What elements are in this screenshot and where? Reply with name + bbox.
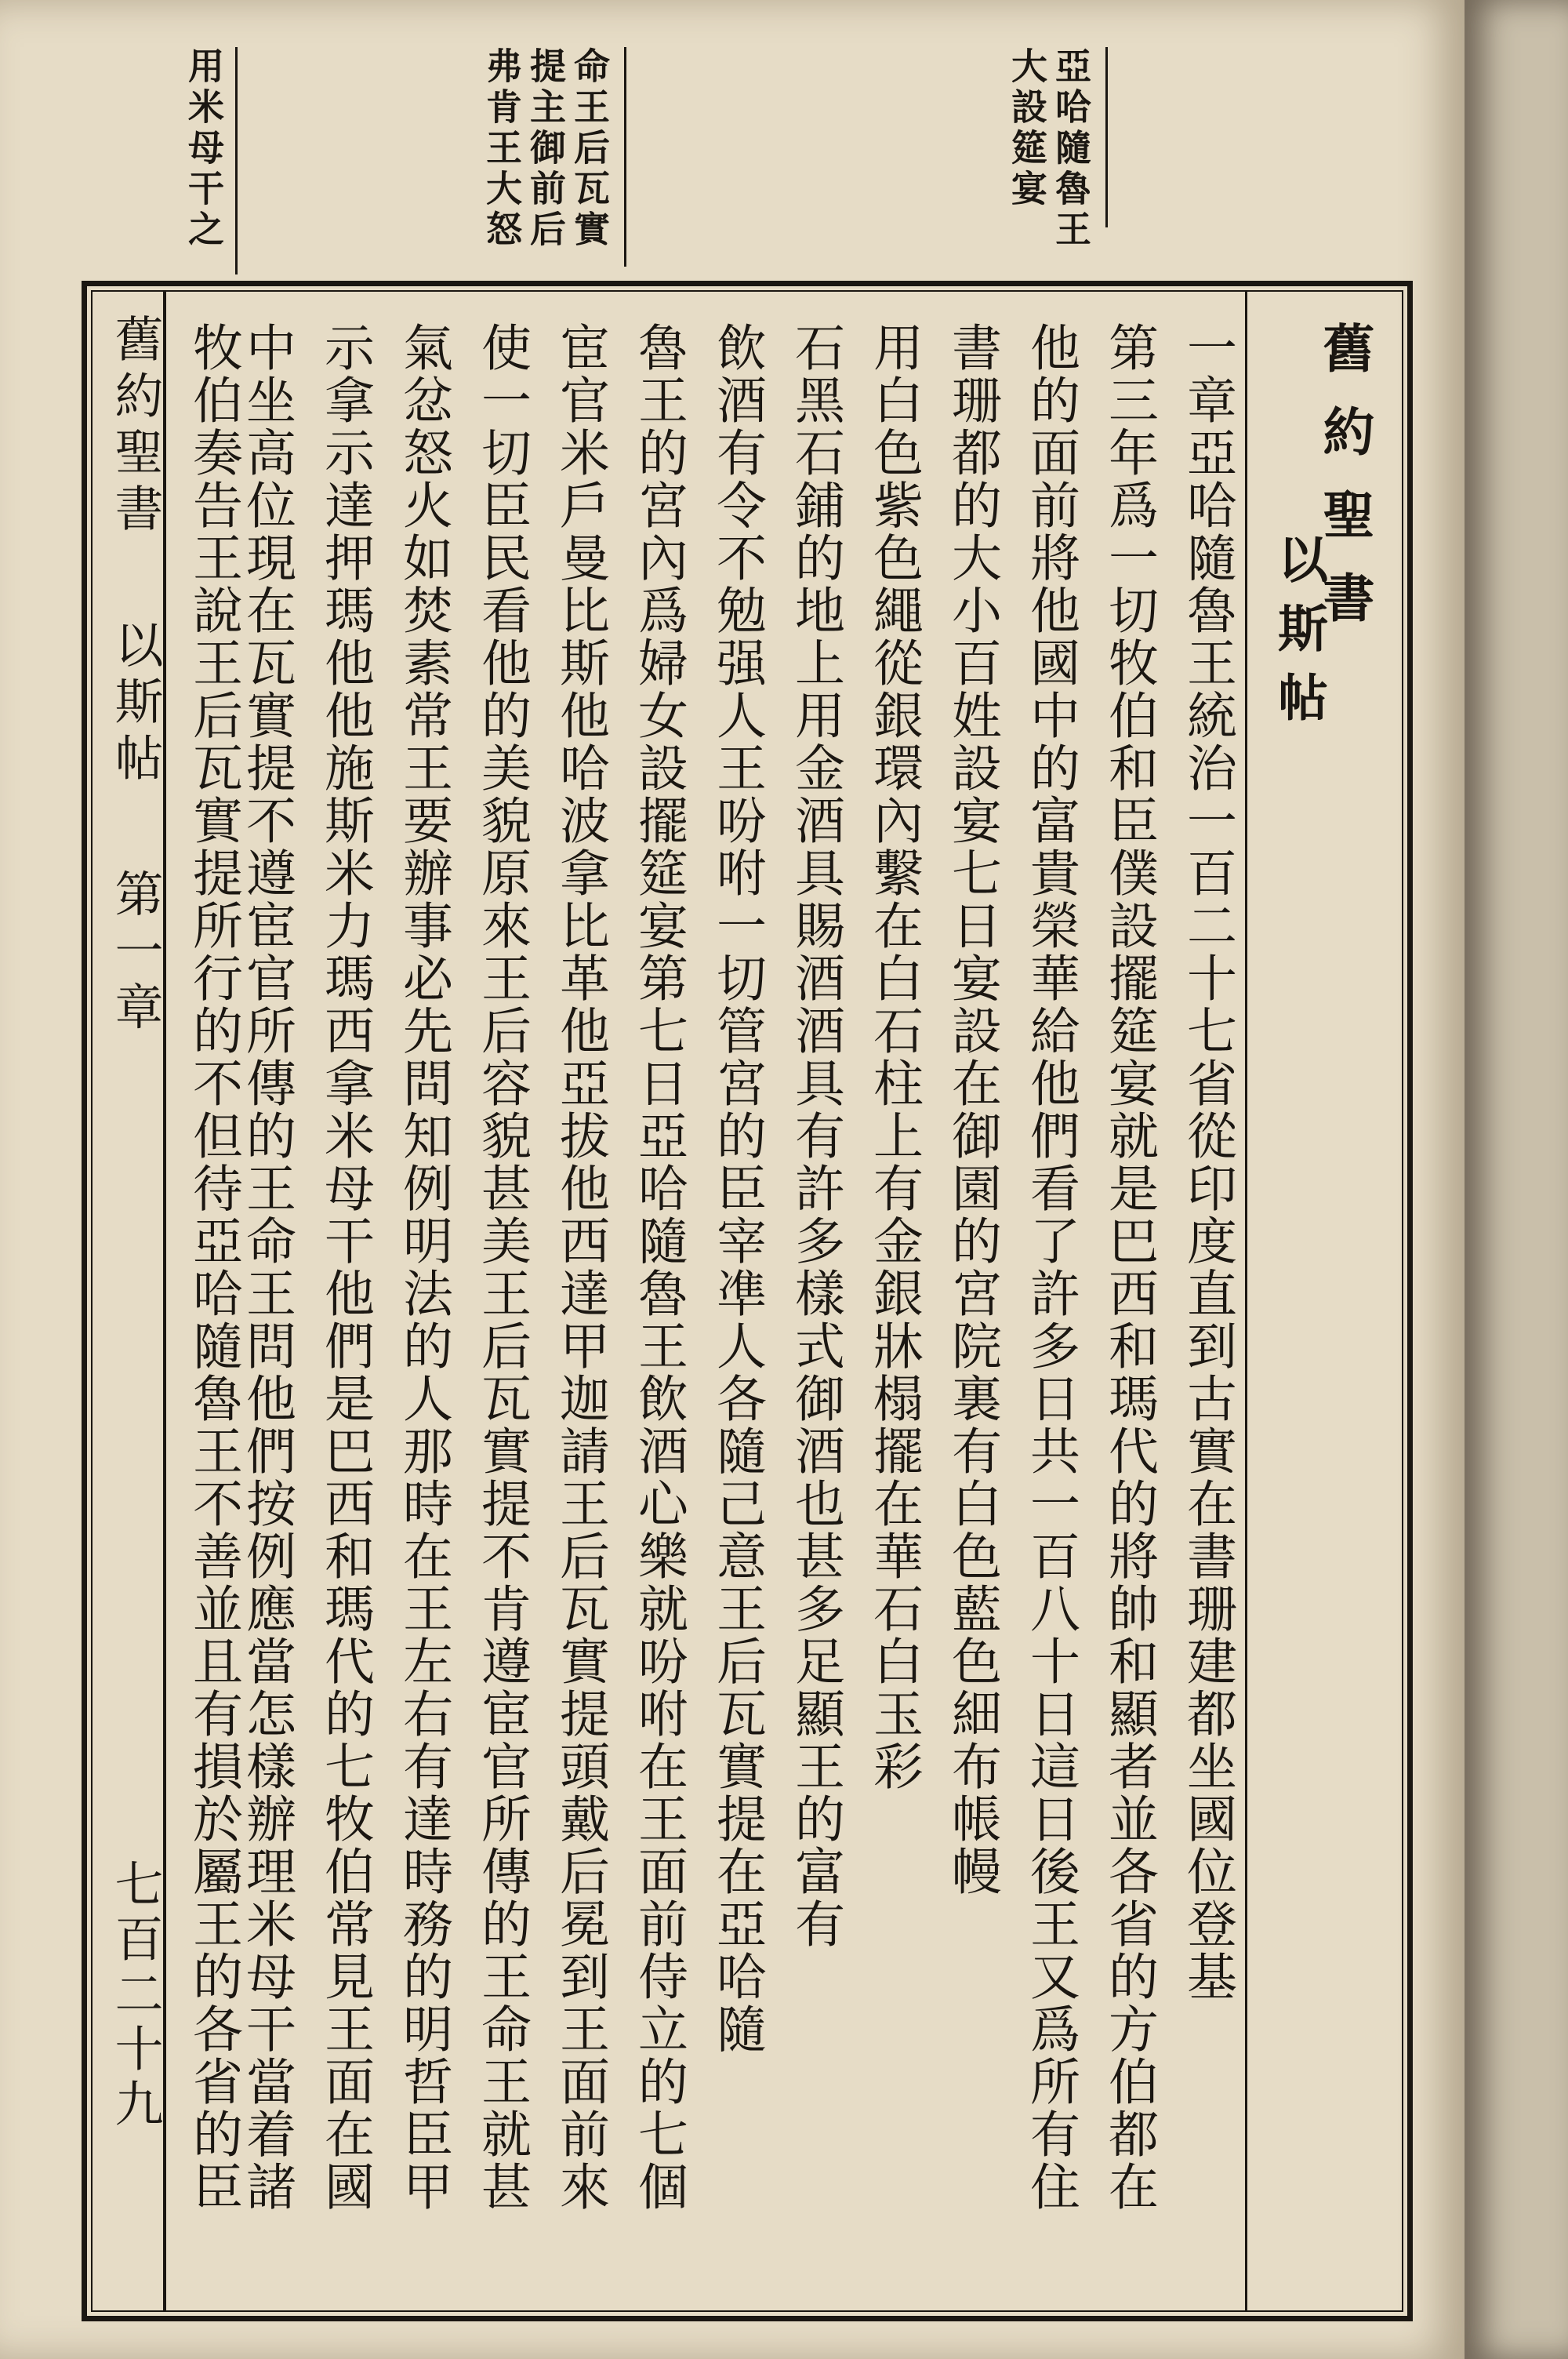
marginal-note-line: 用米母干之 bbox=[183, 47, 225, 251]
text-column: 中坐高位現在瓦實提不遵宦官所傳的王命王問他們按例應當怎樣辦理米母干當着諸 bbox=[238, 322, 296, 2213]
note-rule bbox=[235, 47, 238, 274]
footer-running-head bbox=[100, 314, 170, 1038]
page-number: 七百二十九 bbox=[107, 1859, 164, 2133]
text-column: 示拿示達押瑪他他施斯米力瑪西拿米母干他們是巴西和瑪代的七牧伯常見王面在國 bbox=[316, 322, 374, 2213]
adjacent-page-edge bbox=[1465, 0, 1568, 2359]
text-column: 使一切臣民看他的美貌原來王后容貌甚美王后瓦實提不肯遵宦官所傳的王命王就甚 bbox=[473, 322, 531, 2213]
marginal-note-3 bbox=[182, 47, 226, 251]
footer-book-title: 舊約聖書 bbox=[107, 314, 164, 540]
text-column: 飲酒有令不勉强人王吩咐一切管宮的臣宰凖人各隨己意王后瓦實提在亞哈隨 bbox=[708, 322, 766, 2055]
text-column: 書珊都的大小百姓設宴七日宴設在御園的宮院裏有白色藍色細布帳幔 bbox=[943, 322, 1001, 1898]
marginal-note-line: 大設筵宴 bbox=[1006, 47, 1048, 210]
note-rule bbox=[624, 47, 626, 267]
marginal-note-1 bbox=[1005, 47, 1093, 251]
text-column: 氣忿怒火如焚素常王要辦事必先問知例明法的人那時在王左右有達時務的明哲臣甲 bbox=[394, 322, 452, 2213]
text-column: 一章亞哈隨魯王統治一百二十七省從印度直到古實在書珊建都坐國位登基 bbox=[1178, 322, 1236, 2003]
footer-section: 以斯帖 bbox=[107, 619, 164, 789]
section-title: 以斯帖 bbox=[1269, 533, 1328, 740]
marginal-note-line: 亞哈隨魯王 bbox=[1050, 47, 1092, 251]
text-column: 宦官米戶曼比斯他哈波拿比革他亞拔他西達甲迦請王后瓦實提頭戴后冕到王面前來 bbox=[551, 322, 609, 2213]
marginal-note-2 bbox=[480, 47, 612, 251]
marginal-note-line: 提主御前后 bbox=[524, 47, 567, 251]
text-column: 第三年爲一切牧伯和臣僕設擺筵宴就是巴西和瑪代的將帥和顯者並各省的方伯都在 bbox=[1100, 322, 1158, 2213]
text-column: 石黑石鋪的地上用金酒具賜酒酒具有許多樣式御酒也甚多足顯王的富有 bbox=[786, 322, 844, 1950]
text-column: 牧伯奏告王說王后瓦實提所行的不但待亞哈隨魯王不善並且有損於屬王的各省的臣 bbox=[184, 322, 242, 2213]
text-column: 他的面前將他國中的富貴榮華給他們看了許多日共一百八十日這日後王又爲所有住 bbox=[1022, 322, 1080, 2213]
marginal-note-line: 命王后瓦實 bbox=[568, 47, 611, 251]
text-column: 用白色紫色繩從銀環內繫在白石柱上有金銀牀榻擺在華石白玉彩 bbox=[865, 322, 923, 1793]
marginal-note-line: 弗肯王大怒 bbox=[481, 47, 523, 251]
book-title: 舊約聖書 bbox=[1314, 322, 1375, 654]
footer-chapter: 第一章 bbox=[107, 868, 164, 1038]
note-rule bbox=[1105, 47, 1108, 227]
text-column: 魯王的宮內爲婦女設擺筵宴第七日亞哈隨魯王飲酒心樂就吩咐在王面前侍立的七個 bbox=[630, 322, 688, 2213]
